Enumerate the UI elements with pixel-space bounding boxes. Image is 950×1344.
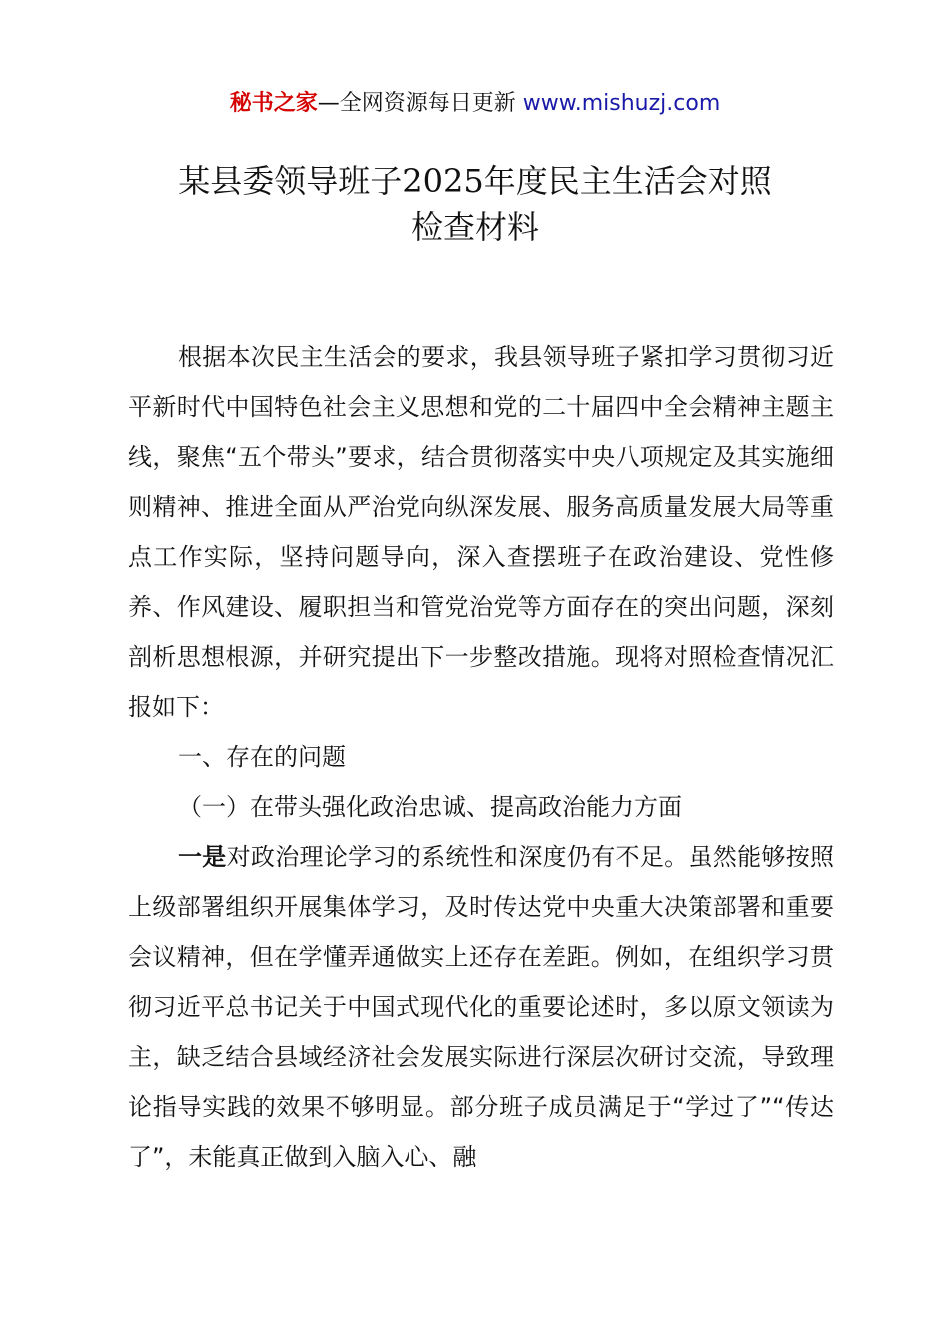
document-title: [100, 158, 850, 250]
page-header: [0, 86, 950, 122]
point-label: 一是: [178, 843, 227, 871]
site-name: 秘书之家: [229, 91, 318, 116]
header-tagline: —全网资源每日更新: [317, 91, 523, 116]
title-line-2: 检查材料: [410, 208, 539, 246]
title-line-1: 某县委领导班子2025年度民主生活会对照: [178, 162, 772, 200]
point-paragraph: [128, 832, 834, 1182]
document-body: [128, 332, 834, 1182]
section-heading: 一、存在的问题: [178, 743, 346, 771]
site-url: www.mishuzj.com: [522, 91, 721, 116]
subsection-heading: （一）在带头强化政治忠诚、提高政治能力方面: [178, 793, 682, 821]
intro-paragraph: 根据本次民主生活会的要求，我县领导班子紧扣学习贯彻习近平新时代中国特色社会主义思想和党的二十届四中全会精神主题主线，聚焦“五个带头”要求，结合贯彻落实中央八项规定及其实施细则精神、推进全面从严治党向纵深发展、服务高质量发展大局等重点工作实际，坚持问题导向，深入查摆班子在政治建设、党性修养、作风建设、履职担当和管党治党等方面存在的突出问题，深刻剖析思想根源，并研究提出下一步整改措施。现将对照检查情况汇报如下：: [128, 343, 834, 721]
point-text: 对政治理论学习的系统性和深度仍有不足。虽然能够按照上级部署组织开展集体学习，及时传达党中央重大决策部署和重要会议精神，但在学懂弄通做实上还存在差距。例如，在组织学习贯彻习近平总书记关于中国式现代化的重要论述时，多以原文领读为主，缺乏结合县域经济社会发展实际进行深层次研讨交流，导致理论指导实践的效果不够明显。部分班子成员满足于“学过了”“传达了”，未能真正做到入脑入心、融: [128, 843, 835, 1171]
